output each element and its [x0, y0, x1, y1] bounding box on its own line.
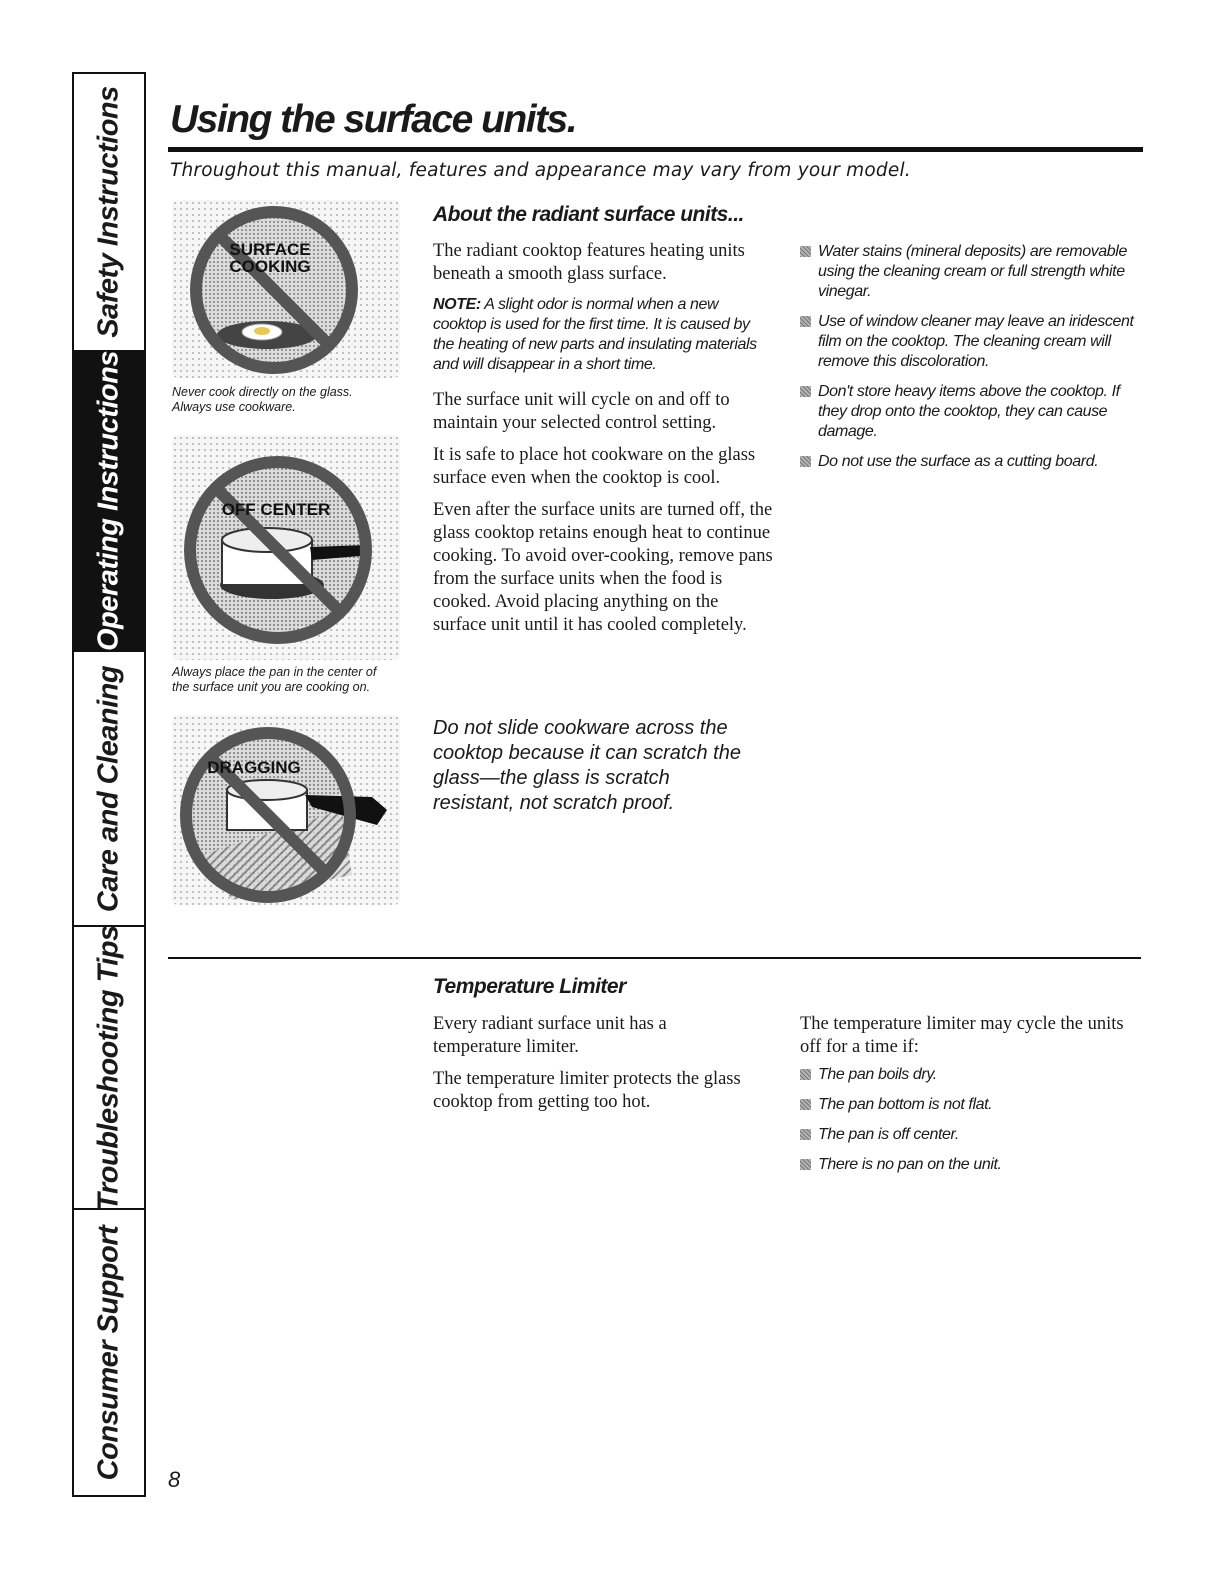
figure-badge-line2: COOKING — [229, 257, 311, 276]
limiter-heading: Temperature Limiter — [433, 975, 626, 998]
tab-operating-instructions[interactable] — [74, 352, 144, 652]
limiter-body — [433, 1013, 753, 1123]
figure-off-center — [172, 435, 400, 660]
note — [433, 295, 773, 375]
paragraph: The surface unit will cycle on and off to maintain your selected control setting. — [433, 390, 730, 433]
tab-label: Consumer Support — [92, 1225, 125, 1480]
limiter-intro: The temperature limiter may cycle the units off for a time if: — [800, 1014, 1124, 1057]
paragraph: The temperature limiter protects the glass cooktop from getting too hot. — [433, 1069, 741, 1112]
title-rule — [168, 147, 1143, 152]
about-heading: About the radiant surface units... — [433, 203, 744, 226]
list-item: Do not use the surface as a cutting board. — [800, 452, 1145, 472]
note-label: NOTE: — [433, 296, 481, 313]
figure-caption: Always place the pan in the center of the surface unit you are cooking on. — [172, 665, 377, 694]
list-item: The pan is off center. — [800, 1125, 1130, 1145]
paragraph: Even after the surface units are turned off, the glass cooktop retains enough heat to continue cooking. To avoid over-cooking, remove pans from the surface units when the food is cooked. Avoid placing anything on the surface unit until it has cooled completely. — [433, 500, 773, 635]
tab-label: Troubleshooting Tips — [92, 924, 125, 1211]
scratch-warning: Do not slide cookware across the cooktop because it can scratch the glass—the glass is scratch resistant, not scratch proof. — [433, 717, 741, 814]
bullet-icon — [800, 456, 811, 467]
bullet-icon — [800, 386, 811, 397]
section-rule — [168, 957, 1141, 959]
figure-badge: DRAGGING — [207, 758, 301, 777]
bullet-icon — [800, 246, 811, 257]
tab-label: Safety Instructions — [92, 86, 125, 338]
list-item: Don't store heavy items above the cooktop. If they drop onto the cooktop, they can cause damage. — [800, 382, 1145, 442]
list-item: The pan bottom is not flat. — [800, 1095, 1130, 1115]
bullet-icon — [800, 1099, 811, 1110]
page-subtitle: Throughout this manual, features and appearance may vary from your model. — [170, 160, 911, 181]
tab-label: Operating Instructions — [92, 351, 125, 651]
figure-badge-line1: SURFACE — [229, 240, 311, 259]
figure-badge: OFF CENTER — [221, 500, 331, 519]
tab-consumer-support[interactable] — [74, 1210, 144, 1495]
list-item: There is no pan on the unit. — [800, 1155, 1130, 1175]
about-body — [433, 240, 773, 646]
figure-caption: Never cook directly on the glass. Always use cookware. — [172, 385, 353, 414]
paragraph: It is safe to place hot cookware on the glass surface even when the cooktop is cool. — [433, 445, 756, 488]
tips-list — [800, 242, 1145, 482]
paragraph: Every radiant surface unit has a temperature limiter. — [433, 1014, 667, 1057]
list-item: Water stains (mineral deposits) are removable using the cleaning cream or full strength white vinegar. — [800, 242, 1145, 302]
tab-troubleshooting-tips[interactable] — [74, 924, 144, 1211]
page-title: Using the surface units. — [170, 98, 577, 141]
bullet-icon — [800, 1129, 811, 1140]
tab-care-and-cleaning[interactable] — [74, 652, 144, 927]
page-number: 8 — [168, 1467, 181, 1492]
bullet-icon — [800, 1159, 811, 1170]
list-item: The pan boils dry. — [800, 1065, 1130, 1085]
tab-label: Care and Cleaning — [92, 665, 125, 912]
list-item: Use of window cleaner may leave an iridescent film on the cooktop. The cleaning cream will remove this discoloration. — [800, 312, 1145, 372]
section-tabs — [72, 72, 146, 1497]
tab-safety-instructions[interactable] — [74, 74, 144, 352]
note-text: A slight odor is normal when a new cooktop is used for the first time. It is caused by the heating of new parts and insulating materials and will disappear in a short time. — [433, 296, 757, 373]
limiter-conditions — [800, 1065, 1130, 1185]
paragraph: The radiant cooktop features heating units beneath a smooth glass surface. — [433, 241, 745, 284]
bullet-icon — [800, 1069, 811, 1080]
figure-surface-cooking — [172, 200, 400, 378]
bullet-icon — [800, 316, 811, 327]
figure-dragging — [172, 715, 400, 905]
